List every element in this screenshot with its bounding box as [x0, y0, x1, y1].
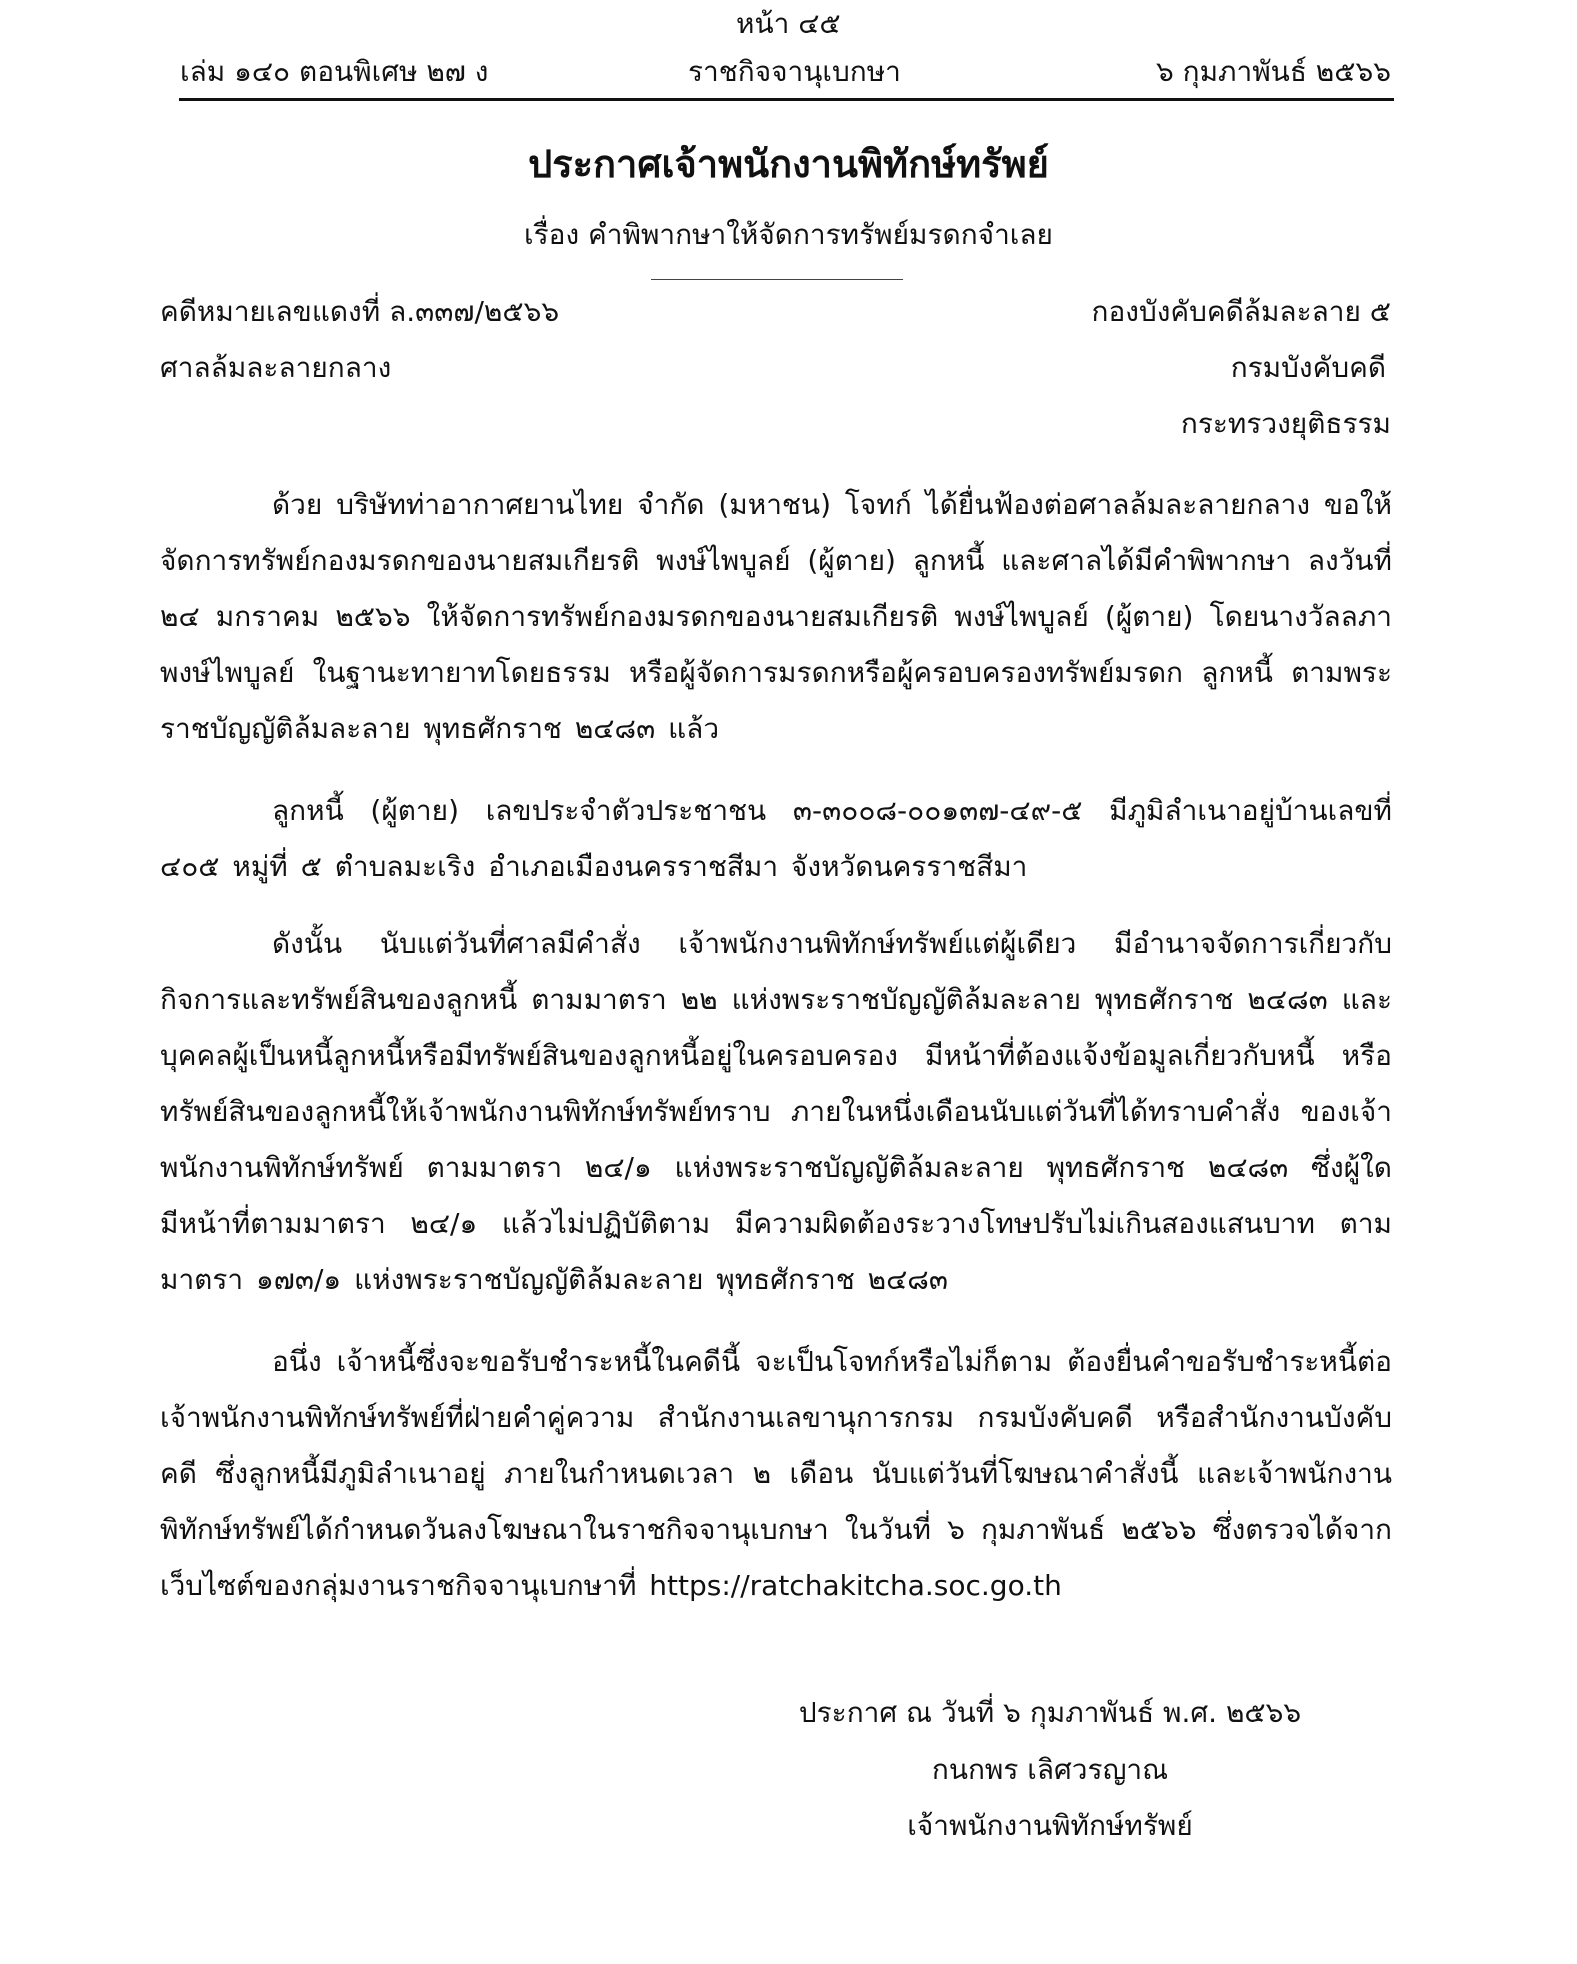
document-subtitle: เรื่อง คำพิพากษาให้จัดการทรัพย์มรดกจำเลย: [524, 218, 1053, 251]
paragraph-petition: ด้วย บริษัทท่าอากาศยานไทย จำกัด (มหาชน) โจทก์ ได้ยื่นฟ้องต่อศาลล้มละลายกลาง ขอให้จัดการทรัพย์กองมรดกของนายสมเกียรติ พงษ์ไพบูลย์ (ผู้ตาย) ลูกหนี้ และศาลได้มีคำพิพากษา ลงวันที่ ๒๔ มกราคม ๒๕๖๖ ให้จัดการทรัพย์กองมรดกของนายสมเกียรติ พงษ์ไพบูลย์ (ผู้ตาย) โดยนางวัลลภา พงษ์ไพบูลย์ ในฐานะทายาทโดยธรรม หรือผู้จัดการมรดกหรือผู้ครอบครองทรัพย์มรดก ลูกหนี้ ตามพระราชบัญญัติล้มละลาย พุทธศักราช ๒๔๘๓ แล้ว: [160, 488, 1392, 745]
paragraph-creditor-claims: อนึ่ง เจ้าหนี้ซึ่งจะขอรับชำระหนี้ในคดีนี้ จะเป็นโจทก์หรือไม่ก็ตาม ต้องยื่นคำขอรับชำระหนี้ต่อ เจ้าพนักงานพิทักษ์ทรัพย์ที่ฝ่ายคำคู่ความ สำนักงานเลขานุการกรม กรมบังคับคดี หรือสำนักงานบังคับคดี ซึ่งลูกหนี้มีภูมิลำเนาอยู่ ภายในกำหนดเวลา ๒ เดือน นับแต่วันที่โฆษณาคำสั่งนี้ และเจ้าพนักงาน พิทักษ์ทรัพย์ได้กำหนดวันลงโฆษณาในราชกิจจานุเบกษา ในวันที่ ๖ กุมภาพันธ์ ๒๕๖๖ ซึ่งตรวจได้จาก เว็บไซต์ของกลุ่มงานราชกิจจานุเบกษาที่ https://ratchakitcha.soc.go.th: [160, 1345, 1393, 1602]
office-division: กองบังคับคดีล้มละลาย ๕: [1091, 295, 1391, 328]
signatory-name: กนกพร เลิศวรญาณ: [931, 1753, 1169, 1786]
paragraph-debtor-details: ลูกหนี้ (ผู้ตาย) เลขประจำตัวประชาชน ๓-๓๐๐๘-๐๐๑๓๗-๔๙-๕ มีภูมิลำเนาอยู่บ้านเลขที่ ๔๐๕ หมู่ที่ ๕ ตำบลมะเริง อำเภอเมืองนครราชสีมา จังหวัดนครราชสีมา: [160, 794, 1392, 883]
gazette-name: ราชกิจจานุเบกษา: [688, 55, 901, 88]
case-number: คดีหมายเลขแดงที่ ล.๓๓๗/๒๕๖๖: [160, 295, 560, 328]
paragraph-obligations: ดังนั้น นับแต่วันที่ศาลมีคำสั่ง เจ้าพนักงานพิทักษ์ทรัพย์แต่ผู้เดียว มีอำนาจจัดการเกี่ยวกับ กิจการและทรัพย์สินของลูกหนี้ ตามมาตรา ๒๒ แห่งพระราชบัญญัติล้มละลาย พุทธศักราช ๒๔๘๓ และบุคคลผู้เป็นหนี้ลูกหนี้หรือมีทรัพย์สินของลูกหนี้อยู่ในครอบครอง มีหน้าที่ต้องแจ้งข้อมูลเกี่ยวกับหนี้ หรือทรัพย์สินของลูกหนี้ให้เจ้าพนักงานพิทักษ์ทรัพย์ทราบ ภายในหนึ่งเดือนนับแต่วันที่ได้ทราบคำสั่ง ของเจ้าพนักงานพิทักษ์ทรัพย์ ตามมาตรา ๒๔/๑ แห่งพระราชบัญญัติล้มละลาย พุทธศักราช ๒๔๘๓ ซึ่งผู้ใดมีหน้าที่ตามมาตรา ๒๔/๑ แล้วไม่ปฏิบัติตาม มีความผิดต้องระวางโทษปรับไม่เกินสองแสนบาท ตามมาตรา ๑๗๓/๑ แห่งพระราชบัญญัติล้มละลาย พุทธศักราช ๒๔๘๓: [160, 927, 1392, 1296]
header-rule: [179, 98, 1394, 101]
gazette-volume: เล่ม ๑๔๐ ตอนพิเศษ ๒๗ ง: [180, 55, 489, 88]
gazette-date: ๖ กุมภาพันธ์ ๒๕๖๖: [1155, 55, 1391, 88]
document-title: ประกาศเจ้าพนักงานพิทักษ์ทรัพย์: [528, 142, 1049, 186]
court-name: ศาลล้มละลายกลาง: [160, 351, 392, 384]
title-divider: [651, 279, 903, 280]
signatory-position: เจ้าพนักงานพิทักษ์ทรัพย์: [907, 1809, 1193, 1842]
page-number: หน้า ๔๕: [736, 7, 841, 40]
office-department: กรมบังคับคดี: [1230, 351, 1386, 384]
office-ministry: กระทรวงยุติธรรม: [1180, 407, 1391, 440]
announcement-date: ประกาศ ณ วันที่ ๖ กุมภาพันธ์ พ.ศ. ๒๕๖๖: [798, 1696, 1302, 1729]
